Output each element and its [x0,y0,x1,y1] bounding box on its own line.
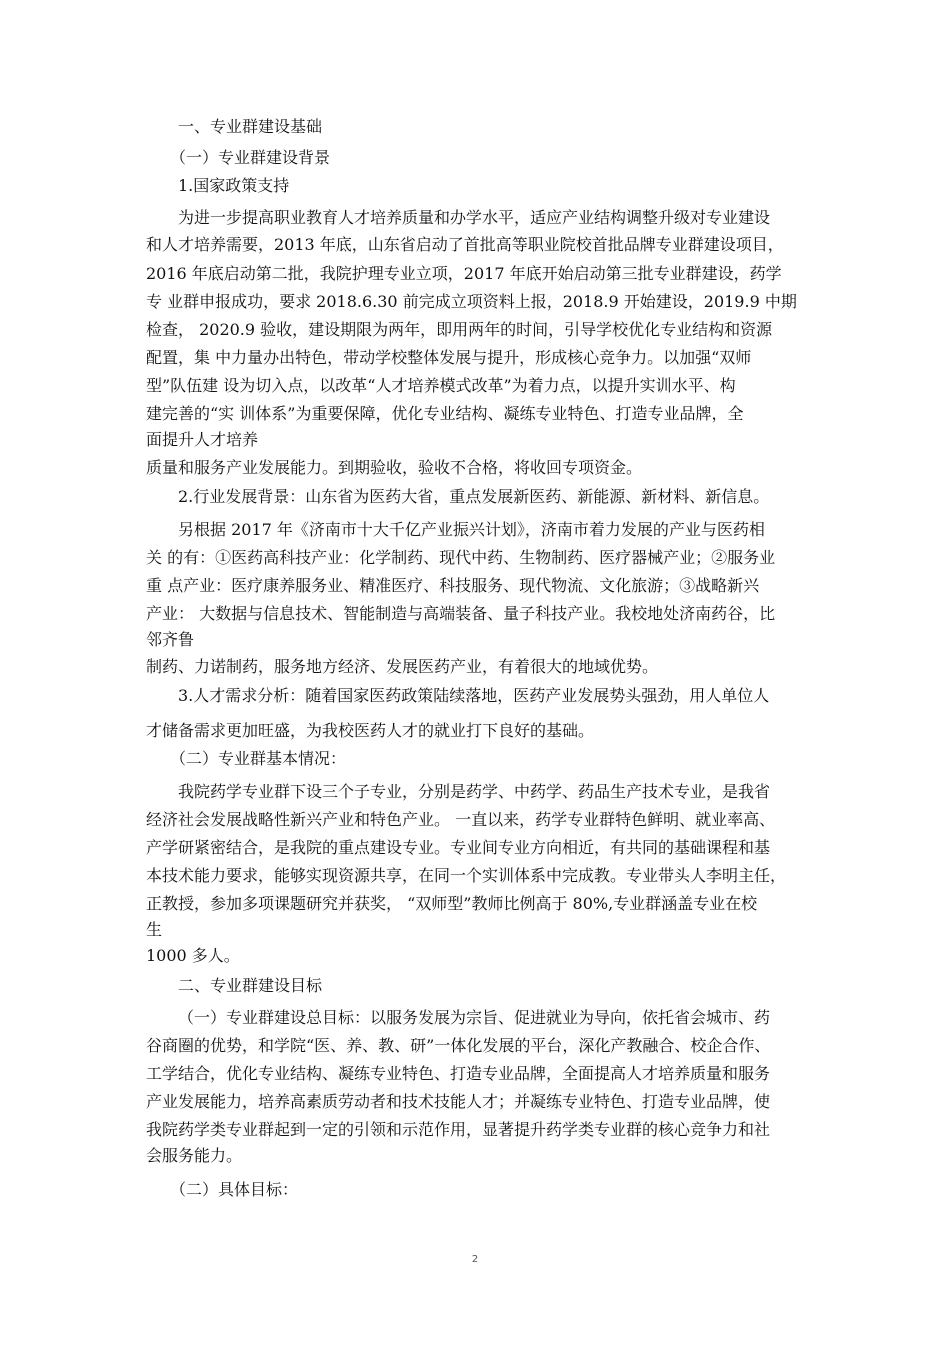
paragraph-line: 关 的有：①医药高科技产业：化学制药、现代中药、生物制药、医疗器械产业；②服务业 [146,548,776,567]
paragraph-line: 邻齐鲁 [146,630,195,649]
paragraph-line: 配置，集 中力量办出特色，带动学校整体发展与提升，形成核心竞争力。以加强“双师 [146,348,752,367]
paragraph-line: 才储备需求更加旺盛，为我校医药人才的就业打下良好的基础。 [146,721,595,740]
paragraph-line: 会服务能力。 [146,1146,243,1165]
paragraph-line: 1000 多人。 [146,946,240,965]
paragraph-line: （一）专业群建设总目标：以服务发展为宗旨、促进就业为导向，依托省会城市、药 [178,1008,771,1027]
subsection-heading: （一）专业群建设背景 [170,148,331,167]
paragraph-line: 正教授，参加多项课题研究并获奖， “双师型”教师比例高于 80%,专业群涵盖专业在校 [146,894,758,913]
paragraph-line: 谷商圈的优势，和学院“医、养、教、研”一体化发展的平台，深化产教融合、校企合作、 [146,1036,771,1055]
paragraph-line: 产业： 大数据与信息技术、智能制造与高端装备、量子科技产业。我校地处济南药谷，比 [146,604,776,623]
section-heading: 一、专业群建设基础 [178,117,323,136]
subsection-heading: （二）具体目标： [170,1180,299,1199]
paragraph-line: 面提升人才培养 [146,430,259,449]
paragraph-line: 2016 年底启动第二批，我院护理专业立项，2017 年底开始启动第三批专业群建设，药学 [146,264,782,283]
paragraph-line: 经济社会发展战略性新兴产业和特色产业。 一直以来，药学专业群特色鲜明、就业率高、 [146,810,776,829]
paragraph-line: 另根据 2017 年《济南市十大千亿产业振兴计划》，济南市着力发展的产业与医药相 [178,520,765,539]
paragraph-line: 工学结合，优化专业结构、凝练专业特色、打造专业品牌，全面提高人才培养质量和服务 [146,1064,771,1083]
paragraph-line: 建完善的“实 训体系”为重要保障，优化专业结构、凝练专业特色、打造专业品牌，全 [146,404,744,423]
paragraph-line: 和人才培养需要，2013 年底，山东省启动了首批高等职业院校首批品牌专业群建设项目， [146,235,784,254]
paragraph-line: 产学研紧密结合，是我院的重点建设专业。专业间专业方向相近，有共同的基础课程和基 [146,838,771,857]
paragraph-line: 生 [146,920,163,939]
paragraph-line: 重 点产业：医疗康养服务业、精准医疗、科技服务、现代物流、文化旅游；③战略新兴 [146,576,760,595]
paragraph-line: 产业发展能力，培养高素质劳动者和技术技能人才；并凝练专业特色、打造专业品牌，使 [146,1092,771,1111]
paragraph-line: 我院药学专业群下设三个子专业，分别是药学、中药学、药品生产技术专业，是我省 [178,782,771,801]
item-heading: 1.国家政策支持 [178,176,290,195]
paragraph-line: 本技术能力要求，能够实现资源共享，在同一个实训体系中完成教。专业带头人李明主任， [146,866,787,885]
page-number: 2 [471,1254,479,1265]
paragraph-line: 3.人才需求分析：随着国家医药政策陆续落地，医药产业发展势头强劲，用人单位人 [178,686,770,705]
paragraph-line: 2.行业发展背景：山东省为医药大省，重点发展新医药、新能源、新材料、新信息。 [178,487,770,506]
paragraph-line: 质量和服务产业发展能力。到期验收，验收不合格，将收回专项资金。 [146,458,643,477]
paragraph-line: 型”队伍建 设为切入点，以改革“人才培养模式改革”为着力点，以提升实训水平、构 [146,376,736,395]
paragraph-line: 检查， 2020.9 验收，建设期限为两年，即用两年的时间，引导学校优化专业结构和资源 [146,320,773,339]
section-heading: 二、专业群建设目标 [178,976,323,995]
paragraph-line: 为进一步提高职业教育人才培养质量和办学水平，适应产业结构调整升级对专业建设 [178,208,771,227]
paragraph-line: 专 业群申报成功，要求 2018.6.30 前完成立项资料上报，2018.9 开始建设，2019.9 中期 [146,292,797,311]
paragraph-line: 我院药学类专业群起到一定的引领和示范作用，显著提升药学类专业群的核心竞争力和社 [146,1120,771,1139]
subsection-heading: （二）专业群基本情况： [170,749,347,768]
paragraph-line: 制药、力诺制药，服务地方经济、发展医药产业，有着很大的地域优势。 [146,657,659,676]
